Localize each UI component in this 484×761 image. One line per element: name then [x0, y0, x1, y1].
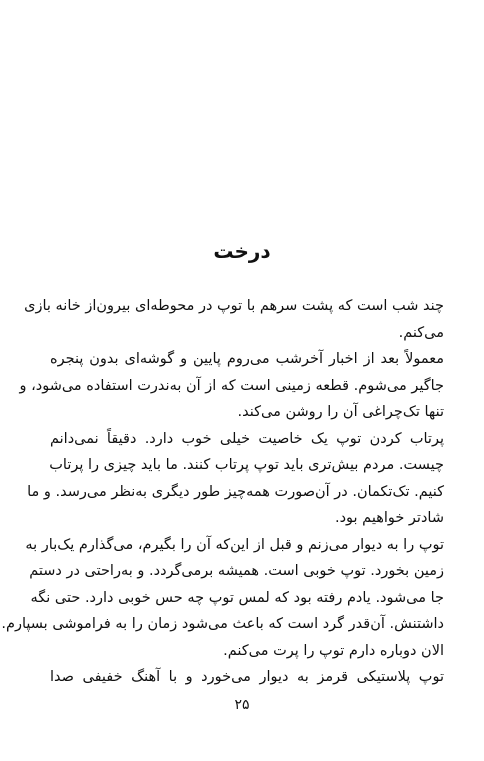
- text-line: توپ را به دیوار می‌زنم و قبل از این‌که آن را بگیرم، می‌گذارم یک‌بار به: [25, 536, 444, 553]
- text-line: معمولاً بعد از اخبار آخرشب می‌روم پایین و گوشه‌ای بدون پنجره: [50, 351, 444, 367]
- text-line: چند شب است که پشت سرهم با توپ در محوطه‌ای بیرون‌از خانه بازی: [24, 298, 444, 314]
- text-line: تنها تک‌چراغی آن را روشن می‌کند.: [237, 404, 444, 420]
- text-line: الان دوباره دارم توپ را پرت می‌کنم.: [223, 642, 444, 659]
- chapter-title: درخت: [213, 239, 271, 263]
- text-line: توپ پلاستیکی قرمز به دیوار می‌خورد و با آهنگ خفیفی صدا: [50, 669, 444, 685]
- text-line: پرتاب کردن توپ یک خاصیت خیلی خوب دارد. دقیقاً نمی‌دانم: [50, 430, 444, 447]
- text-line: کنیم. تک‌تکمان. در آن‌صورت همه‌چیز طور دیگری به‌نظر می‌رسد. و ما: [27, 483, 444, 500]
- text-line: شادتر خواهیم بود.: [334, 510, 444, 526]
- text-line: جاگیر می‌شوم. قطعه زمینی است که از آن به‌ندرت استفاده می‌شود، و: [19, 377, 444, 394]
- text-line: می‌کنم.: [398, 324, 444, 341]
- text-line: زمین بخورد. توپ خوبی است. همیشه برمی‌گردد. و به‌راحتی در دستم: [29, 563, 444, 579]
- page-number: ۲۵: [234, 697, 250, 713]
- text-line: داشتنش. آن‌قدر گرد است که باعث می‌شود زمان را به فراموشی بسپارم.: [1, 616, 444, 632]
- body-text: [1, 293, 444, 691]
- text-line: جا می‌شود. یادم رفته بود که لمس توپ چه حس خوبی دارد. حتی نگه: [30, 589, 444, 606]
- text-line: چیست. مردم بیش‌تری باید توپ پرتاب کنند. ما باید چیزی را پرتاب: [49, 457, 444, 473]
